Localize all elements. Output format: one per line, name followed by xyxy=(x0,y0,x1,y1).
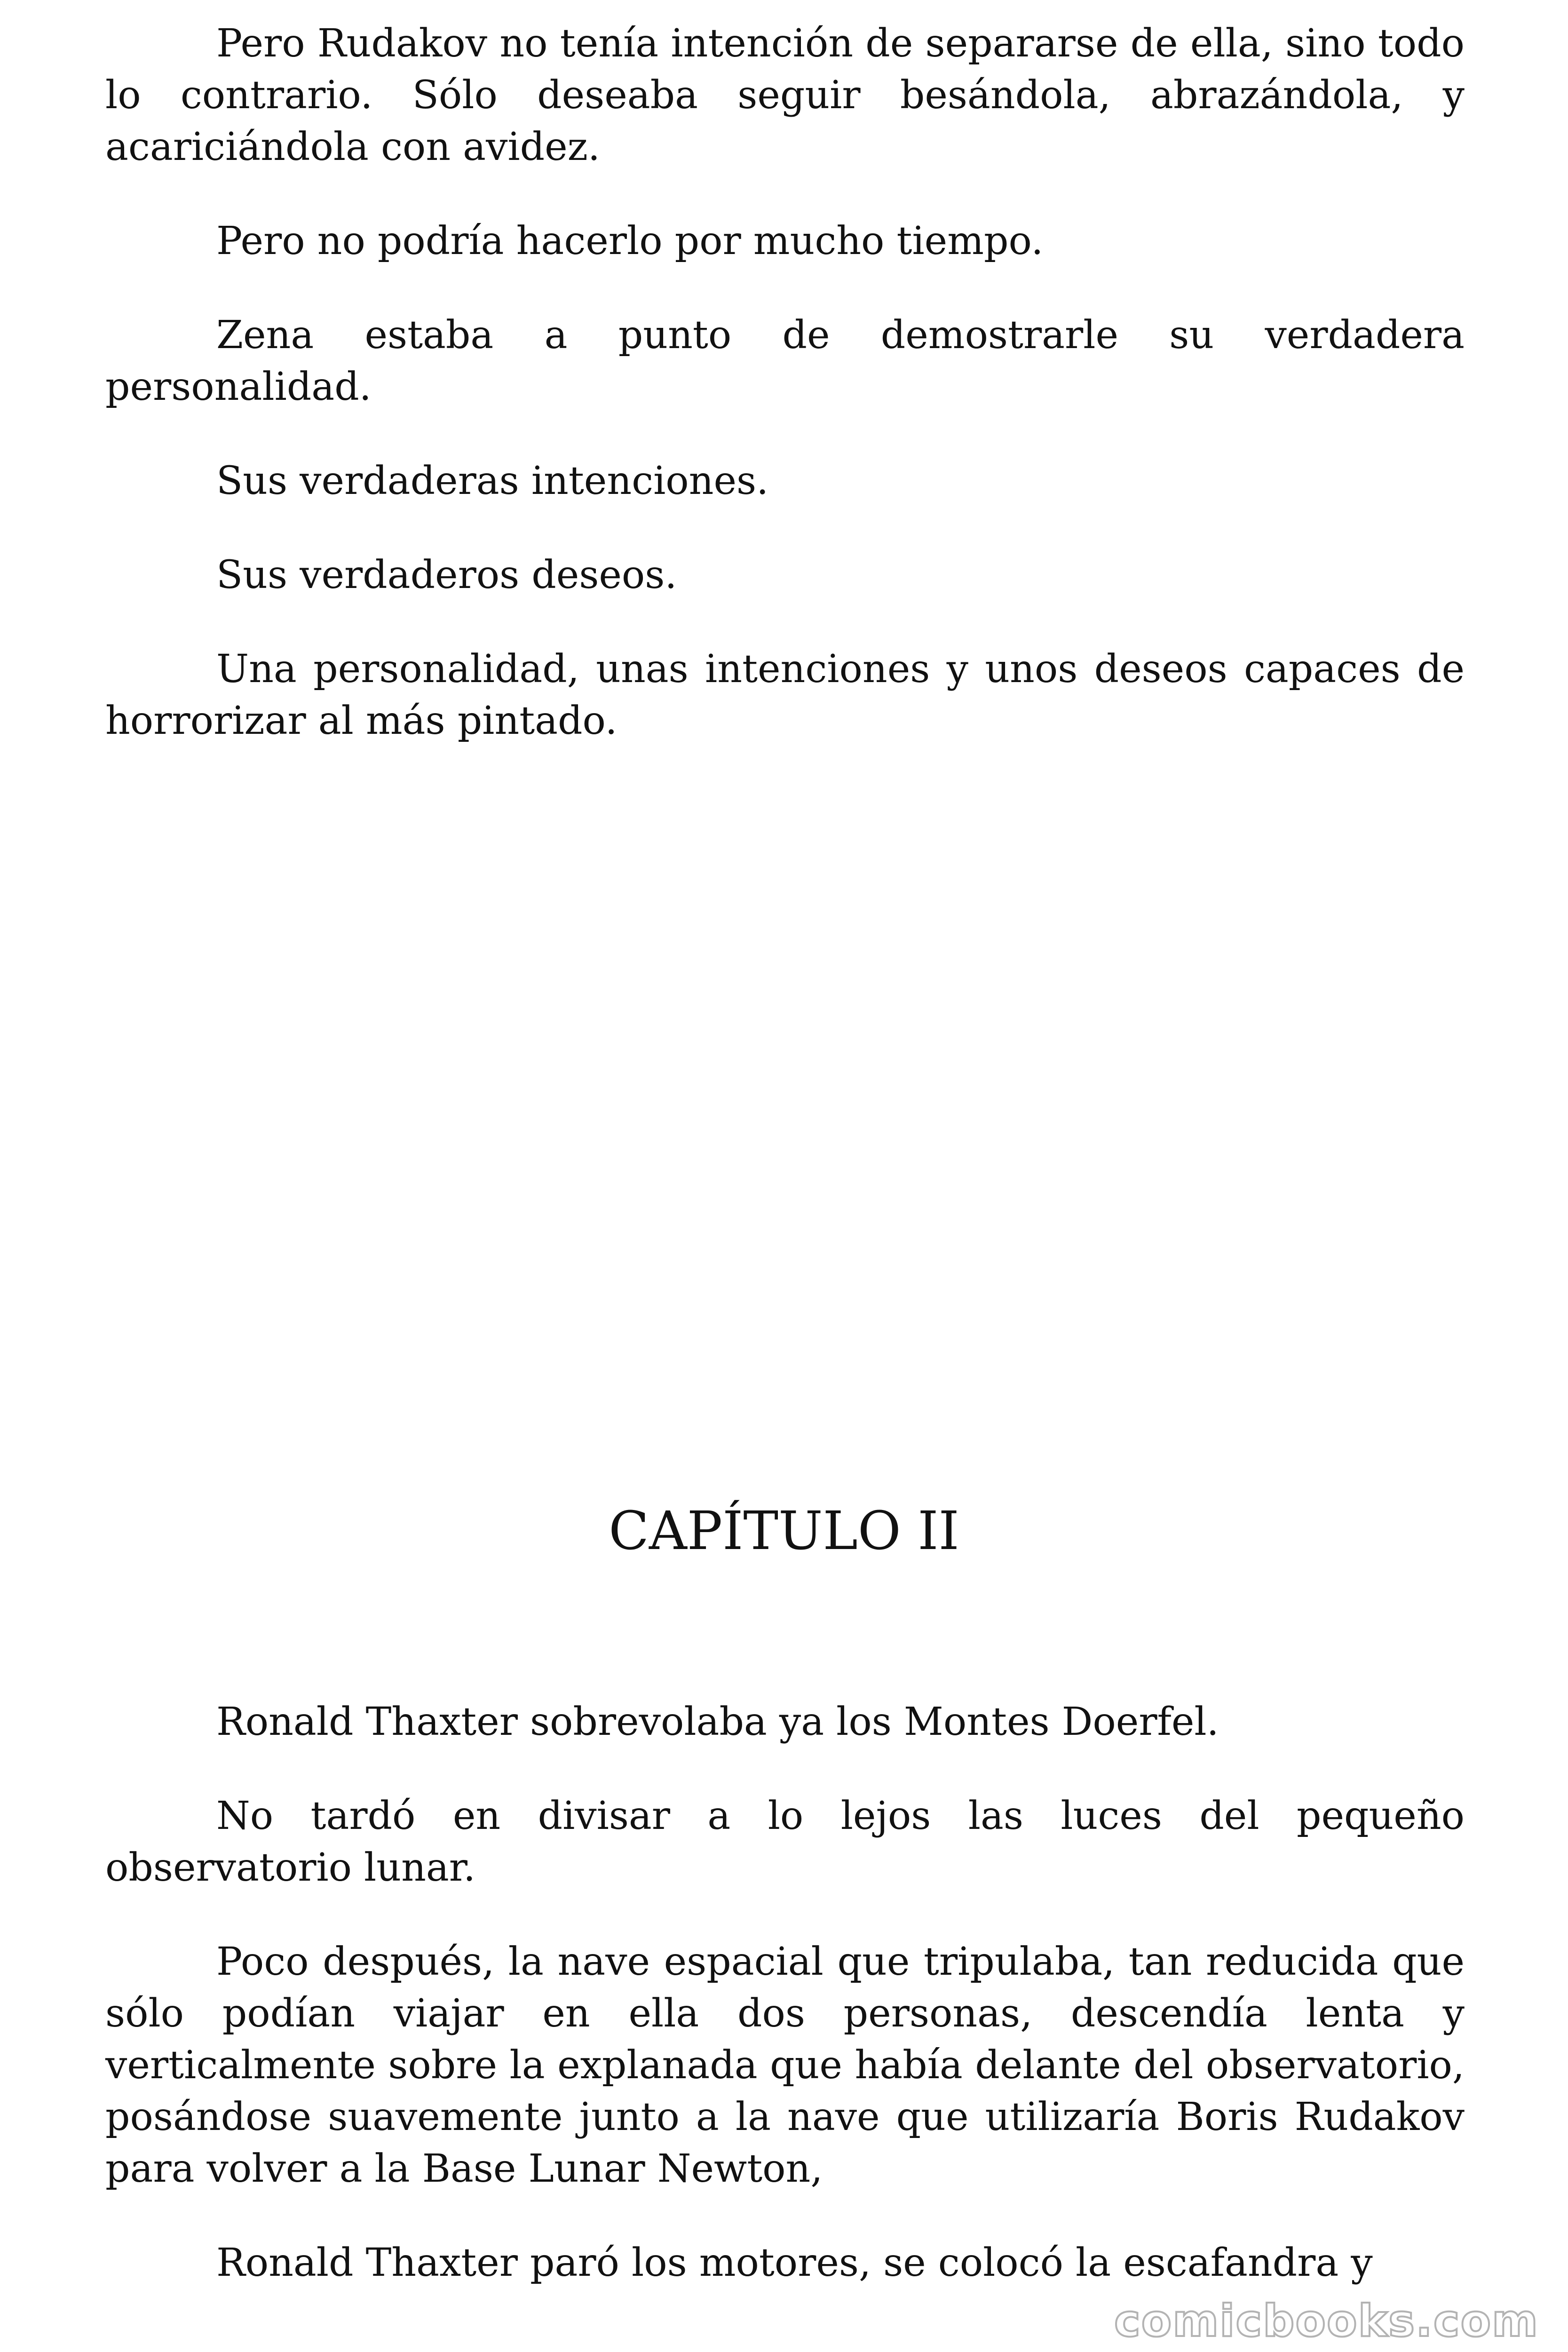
watermark: comicbooks.com xyxy=(1114,2296,1539,2347)
paragraph: Ronald Thaxter sobrevolaba ya los Montes Doerfel. xyxy=(216,1700,1219,1744)
chapter-title: CAPÍTULO II xyxy=(609,1501,959,1562)
paragraph: Pero Rudakov no tenía intención de separarse de ella, sino todo lo contrario. Sólo deseaba seguir besándola, abrazándola, y acariciándola con avidez. xyxy=(105,21,1465,169)
top-text-block xyxy=(105,18,1465,789)
paragraph: Sus verdaderas intenciones. xyxy=(216,459,769,503)
paragraph: Ronald Thaxter paró los motores, se colocó la escafandra y xyxy=(216,2241,1373,2285)
paragraph: Pero no podría hacerlo por mucho tiempo. xyxy=(216,219,1044,263)
bottom-text-block xyxy=(105,1696,1465,2331)
paragraph: Una personalidad, unas intenciones y unos deseos capaces de horrorizar al más pintado. xyxy=(105,647,1465,743)
paragraph: Zena estaba a punto de demostrarle su verdadera personalidad. xyxy=(105,313,1465,409)
paragraph: Poco después, la nave espacial que tripulaba, tan reducida que sólo podían viajar en ella dos personas, descendía lenta y verticalmente sobre la explanada que había delante del observatorio, posándose suavemente junto a la nave que utilizaría Boris Rudakov para volver a la Base Lunar Newton, xyxy=(105,1939,1465,2191)
paragraph: Sus verdaderos deseos. xyxy=(216,553,677,597)
paragraph: No tardó en divisar a lo lejos las luces del pequeño observatorio lunar. xyxy=(105,1794,1465,1890)
